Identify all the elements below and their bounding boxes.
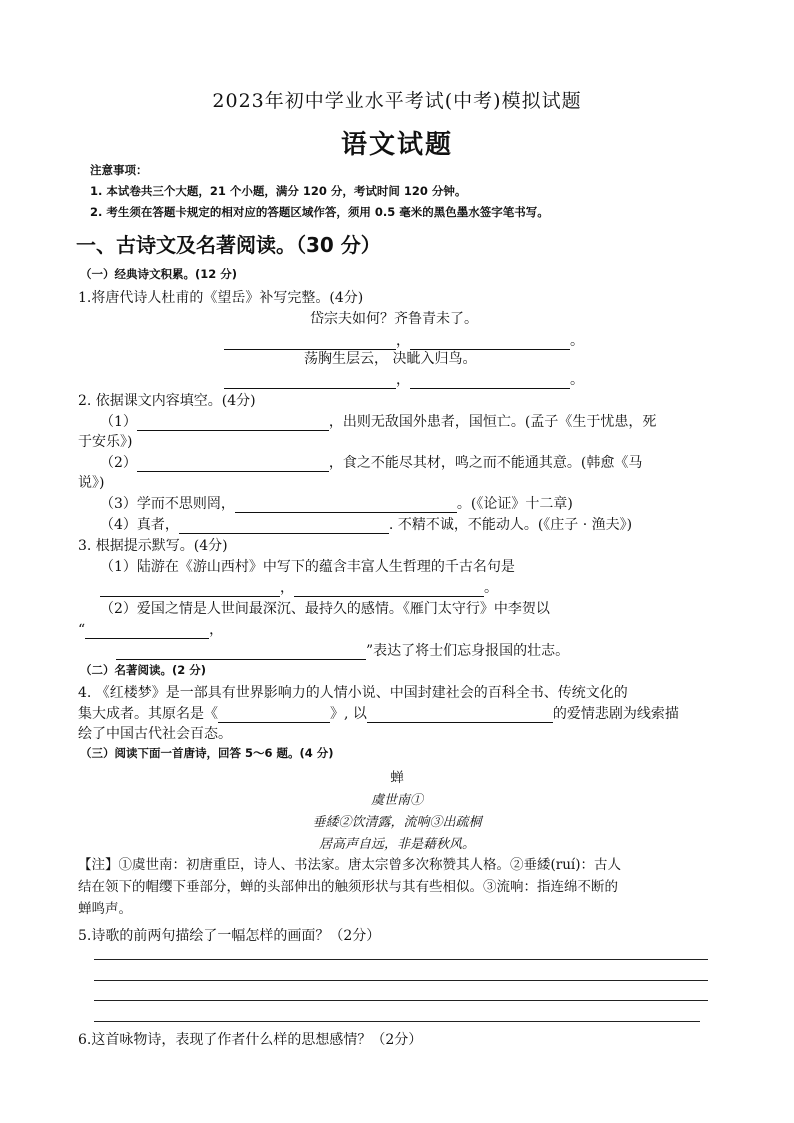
part-3-heading: （三）阅读下面一首唐诗，回答 5～6 题。(4 分)	[80, 746, 334, 760]
period: 。	[570, 333, 584, 349]
q1-blank-row-1	[224, 330, 584, 350]
question-2-prompt: 2. 依据课文内容填空。(4分)	[78, 393, 256, 409]
notice-heading: 注意事项：	[90, 163, 148, 177]
answer-blank[interactable]	[100, 581, 280, 597]
answer-blank[interactable]	[218, 707, 330, 723]
item-text: 集大成者。其原名是《	[78, 706, 218, 722]
part-1-heading: （一）经典诗文积累。(12 分)	[80, 267, 238, 281]
q3-item-1-blanks	[100, 577, 498, 597]
q2-item-2-cont: 说》)	[78, 475, 105, 491]
q1-blank-row-2	[224, 369, 584, 389]
item-text: ，食之不能尽其材，鸣之而不能通其意。(韩愈《马	[328, 455, 643, 471]
poem-author: 虞世南①	[370, 793, 423, 808]
notice-item-2: 2. 考生须在答题卡规定的相对应的答题区域作答，须用 0.5 毫米的黑色墨水签字笔书写。	[90, 205, 549, 219]
poem-title: 蝉	[390, 770, 404, 786]
poem-line-1: 岱宗夫如何？齐鲁青未了。	[310, 311, 478, 327]
item-number: （2）	[100, 455, 137, 471]
period: 。	[484, 580, 498, 596]
item-number: （1）	[100, 414, 137, 430]
answer-blank[interactable]	[294, 581, 484, 597]
question-3-prompt: 3. 根据提示默写。(4分)	[78, 538, 228, 554]
q2-item-2	[100, 452, 642, 472]
part-2-heading: （二）名著阅读。(2 分)	[80, 663, 207, 677]
answer-blank[interactable]	[179, 518, 389, 534]
answer-blank[interactable]	[137, 456, 329, 472]
q3-item-2: （2）爱国之情是人世间最深沉、最持久的感情。《雁门太守行》中李贺以	[100, 601, 550, 617]
exam-title: 2023年初中学业水平考试(中考)模拟试题	[212, 90, 582, 112]
comma: ，	[280, 580, 294, 596]
answer-blank[interactable]	[224, 373, 396, 389]
q2-item-1	[100, 411, 656, 431]
comma: ，	[396, 372, 410, 388]
section-1-title: 一、古诗文及名著阅读。（30 分）	[76, 233, 381, 257]
answer-blank[interactable]	[410, 373, 570, 389]
answer-blank[interactable]	[235, 497, 457, 513]
item-text: 》, 以	[330, 706, 367, 722]
poem-line-3: 荡胸生层云， 决眦入归鸟。	[304, 351, 477, 367]
poem-line-b: 居高声自远，非是藉秋风。	[318, 837, 475, 852]
q2-item-3	[100, 493, 573, 513]
item-text: （3）学而不思则罔，	[100, 496, 235, 512]
item-text: ，出则无敌国外患者，国恒亡。(孟子《生于忧患，死	[328, 414, 657, 430]
question-1-prompt: 1.将唐代诗人杜甫的《望岳》补写完整。(4分)	[78, 290, 364, 306]
note-line-3: 蝉鸣声。	[78, 901, 132, 917]
q2-item-4	[100, 514, 632, 534]
answer-line[interactable]	[94, 1021, 700, 1022]
question-6-prompt: 6.这首咏物诗，表现了作者什么样的思想感情？（2分）	[78, 1032, 423, 1048]
note-line-1: 【注】①虞世南：初唐重臣，诗人、书法家。唐太宗曾多次称赞其人格。②垂緌(ruí)：古人	[78, 857, 621, 873]
q3-item-2-blank-2	[116, 640, 569, 660]
q3-item-2-blank-1	[78, 619, 223, 639]
item-text: . 不精不诚，不能动人。(《庄子 · 渔夫》)	[388, 517, 633, 533]
answer-line[interactable]	[94, 980, 708, 981]
item-text: （4）真者，	[100, 517, 179, 533]
question-5-prompt: 5.诗歌的前两句描绘了一幅怎样的画面？（2分）	[78, 928, 381, 944]
comma: ，	[209, 622, 224, 638]
comma: ，	[396, 333, 410, 349]
question-4-line-1: 4. 《红楼梦》是一部具有世界影响力的人情小说、中国封建社会的百科全书、传统文化的	[78, 685, 628, 701]
poem-line-a: 垂緌②饮清露，流响③出疏桐	[312, 815, 482, 830]
answer-blank[interactable]	[367, 707, 553, 723]
notice-item-1: 1. 本试卷共三个大题，21 个小题，满分 120 分，考试时间 120 分钟。	[90, 184, 467, 198]
item-text: 的爱情悲剧为线索描	[552, 706, 679, 722]
period: 。	[570, 372, 584, 388]
answer-blank[interactable]	[85, 623, 209, 639]
question-4-line-3: 绘了中国古代社会百态。	[78, 726, 232, 742]
answer-blank[interactable]	[137, 415, 329, 431]
question-4-line-2	[78, 703, 679, 723]
subject-title: 语文试题	[340, 130, 453, 160]
answer-blank[interactable]	[116, 644, 366, 660]
note-line-2: 结在领下的帽缨下垂部分，蝉的头部伸出的触须形状与其有些相似。③流响：指连绵不断的	[78, 879, 618, 895]
q3-item-1: （1）陆游在《游山西村》中写下的蕴含丰富人生哲理的千古名句是	[100, 559, 515, 575]
answer-line[interactable]	[94, 959, 708, 960]
item-text: ”表达了将士们忘身报国的壮志。	[366, 643, 570, 659]
open-quote: “	[78, 622, 86, 638]
answer-line[interactable]	[94, 1000, 708, 1001]
q2-item-1-cont: 于安乐》)	[78, 434, 133, 450]
item-text: 。(《论证》十二章)	[456, 496, 573, 512]
